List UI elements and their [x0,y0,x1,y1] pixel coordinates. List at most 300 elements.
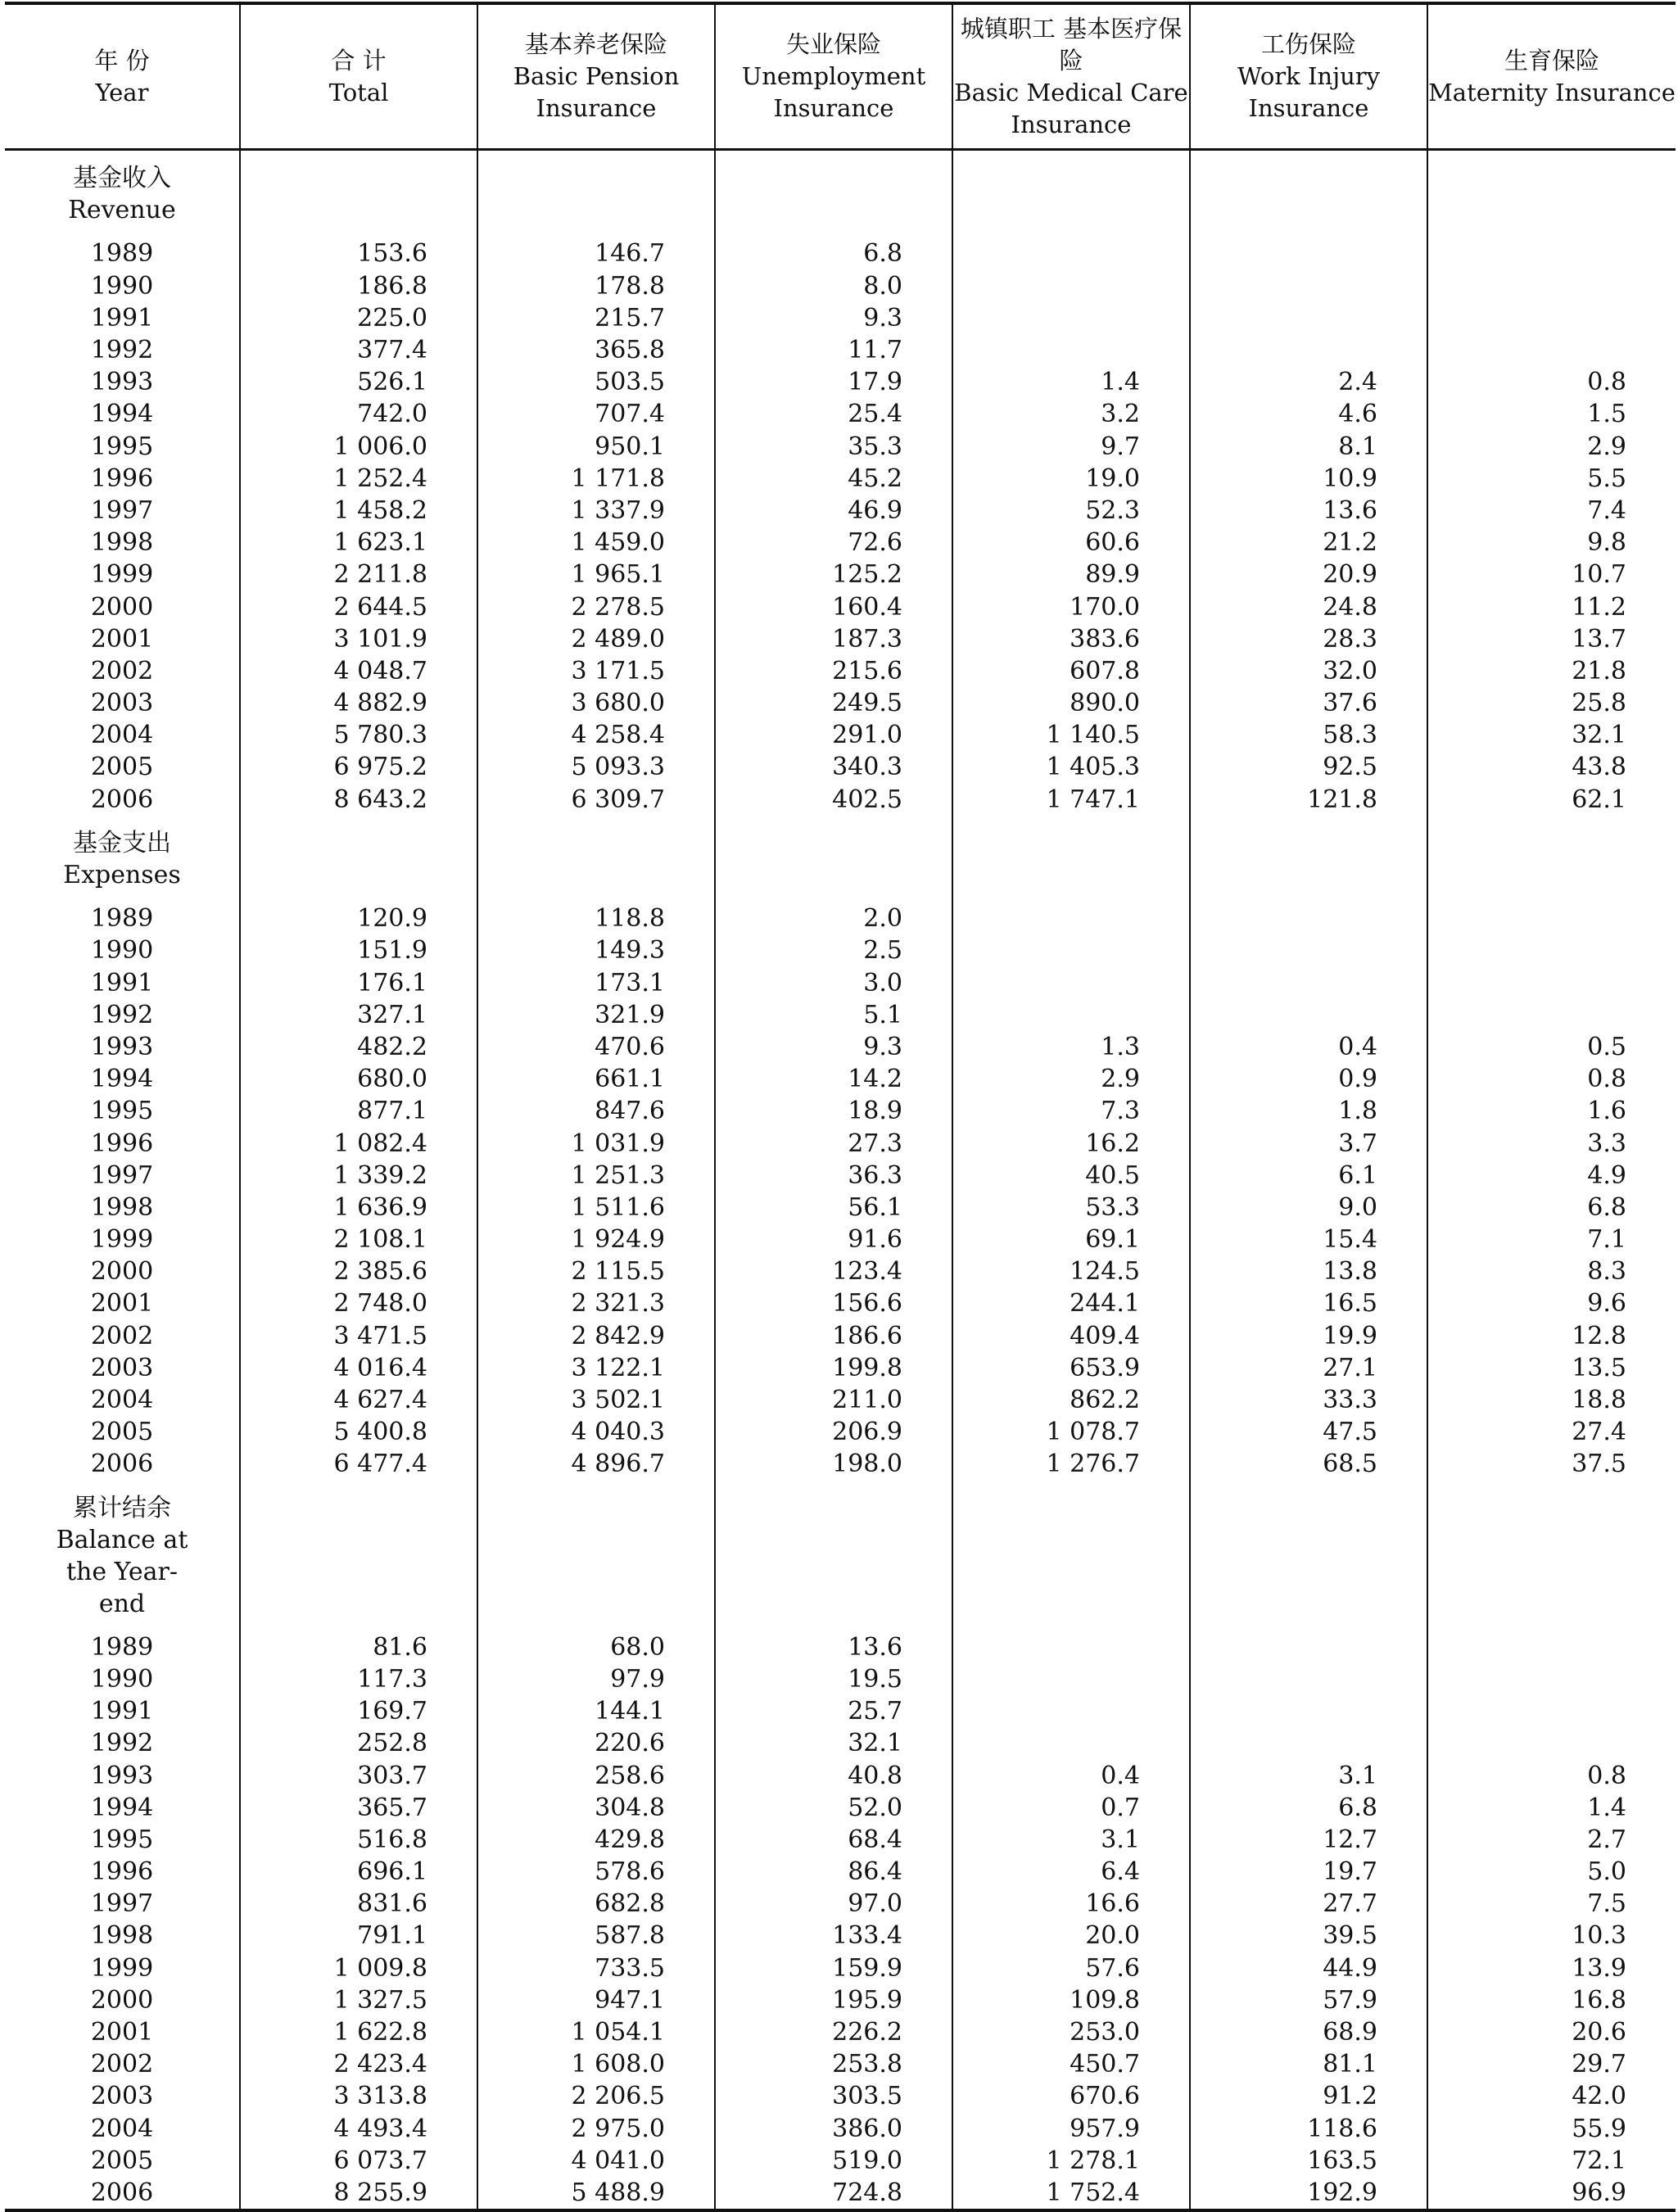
section-revenue-title-row [5,162,1676,194]
empty-cell [240,1524,477,1620]
basic-medical-cell: 1.3 [952,1031,1190,1063]
total-cell: 1 252.4 [240,463,477,495]
maternity-cell: 10.7 [1427,559,1676,590]
maternity-cell: 2.9 [1427,431,1676,463]
empty-cell [477,827,715,859]
maternity-cell: 96.9 [1427,2177,1676,2210]
table-row [5,719,1676,751]
spacer-cell [240,150,477,163]
total-cell: 1 006.0 [240,431,477,463]
basic-medical-cell: 607.8 [952,655,1190,687]
maternity-cell [1427,1663,1676,1695]
basic-pension-cell: 173.1 [477,967,715,999]
work-injury-cell: 12.7 [1190,1824,1427,1856]
total-cell: 1 009.8 [240,1952,477,1984]
year-cell: 1990 [90,1664,154,1694]
spacer-cell [477,816,715,827]
work-injury-cell: 24.8 [1190,590,1427,622]
table-row [5,1287,1676,1319]
work-injury-cell: 121.8 [1190,784,1427,816]
basic-medical-cell: 16.2 [952,1127,1190,1159]
basic-medical-cell: 957.9 [952,2113,1190,2145]
basic-medical-cell: 383.6 [952,623,1190,655]
total-cell: 1 622.8 [240,2016,477,2048]
work-injury-cell: 8.1 [1190,431,1427,463]
spacer-cell [240,1620,477,1631]
year-cell: 1994 [90,1793,154,1822]
section-expenses-en: Expenses [63,861,181,890]
work-injury-cell [1190,999,1427,1031]
year-cell: 1993 [90,368,154,397]
table-row [5,934,1676,966]
table-row [5,1416,1676,1448]
empty-cell [1427,194,1676,226]
work-injury-cell: 192.9 [1190,2177,1427,2210]
year-cell: 1998 [90,528,154,558]
year-cell: 2006 [90,1450,154,1479]
basic-pension-cell: 503.5 [477,366,715,398]
empty-cell [1190,859,1427,891]
table-header [5,3,1676,150]
table-row [5,1320,1676,1352]
year-cell: 2000 [90,1985,154,2015]
table-row [5,1031,1676,1063]
maternity-cell: 0.5 [1427,1031,1676,1063]
unemployment-cell: 5.1 [715,999,952,1031]
table-row [5,270,1676,302]
basic-pension-cell: 304.8 [477,1792,715,1824]
spacer-row [5,816,1676,827]
basic-medical-cell: 57.6 [952,1952,1190,1984]
unemployment-cell: 159.9 [715,1952,952,1984]
total-cell: 81.6 [240,1631,477,1663]
work-injury-cell: 20.9 [1190,559,1427,590]
total-cell: 117.3 [240,1663,477,1695]
work-injury-cell: 32.0 [1190,655,1427,687]
year-cell: 1998 [90,1192,154,1222]
header-basic-pension [477,3,715,150]
header-unemployment [715,3,952,150]
work-injury-cell: 3.7 [1190,1127,1427,1159]
maternity-cell: 55.9 [1427,2113,1676,2145]
unemployment-cell: 206.9 [715,1416,952,1448]
maternity-cell: 1.4 [1427,1792,1676,1824]
unemployment-cell: 25.7 [715,1695,952,1727]
basic-pension-cell: 429.8 [477,1824,715,1856]
year-cell: 2006 [90,785,154,814]
unemployment-cell: 27.3 [715,1127,952,1159]
basic-medical-cell [952,967,1190,999]
basic-medical-cell: 2.9 [952,1063,1190,1095]
unemployment-cell: 133.4 [715,1920,952,1952]
work-injury-cell: 33.3 [1190,1384,1427,1416]
empty-cell [715,827,952,859]
work-injury-cell: 58.3 [1190,719,1427,751]
year-cell: 2004 [90,721,154,750]
spacer-cell [5,150,240,163]
basic-pension-cell: 4 040.3 [477,1416,715,1448]
basic-pension-cell: 2 321.3 [477,1287,715,1319]
spacer-cell [240,226,477,237]
year-cell: 2003 [90,689,154,718]
work-injury-cell: 0.9 [1190,1063,1427,1095]
basic-medical-cell [952,334,1190,366]
table-row [5,463,1676,495]
basic-medical-cell: 1.4 [952,366,1190,398]
empty-cell [240,162,477,194]
total-cell: 1 458.2 [240,495,477,527]
work-injury-cell [1190,302,1427,334]
table-row [5,527,1676,559]
maternity-cell: 13.7 [1427,623,1676,655]
maternity-cell: 8.3 [1427,1255,1676,1287]
unemployment-cell: 187.3 [715,623,952,655]
spacer-cell [5,1481,240,1492]
table-row [5,1192,1676,1224]
basic-pension-cell: 220.6 [477,1727,715,1759]
table-row [5,2048,1676,2080]
year-cell: 1996 [90,464,154,493]
spacer-cell [715,816,952,827]
empty-cell [477,194,715,226]
table-row [5,431,1676,463]
total-cell: 1 636.9 [240,1192,477,1224]
table-row [5,2016,1676,2048]
table-body [5,150,1676,2211]
empty-cell [240,1492,477,1524]
work-injury-cell: 92.5 [1190,751,1427,783]
spacer-cell [1427,226,1676,237]
table-row [5,1384,1676,1416]
basic-medical-cell: 19.0 [952,463,1190,495]
basic-pension-cell: 1 031.9 [477,1127,715,1159]
unemployment-cell: 2.5 [715,934,952,966]
basic-pension-cell: 215.7 [477,302,715,334]
maternity-cell: 20.6 [1427,2016,1676,2048]
basic-medical-cell [952,270,1190,302]
maternity-cell: 13.9 [1427,1952,1676,1984]
basic-pension-cell: 4 041.0 [477,2145,715,2177]
maternity-cell: 1.5 [1427,398,1676,430]
unemployment-cell: 211.0 [715,1384,952,1416]
unemployment-cell: 17.9 [715,366,952,398]
year-cell: 2003 [90,1353,154,1382]
table-row [5,1792,1676,1824]
total-cell: 3 471.5 [240,1320,477,1352]
unemployment-cell: 8.0 [715,270,952,302]
basic-medical-cell: 3.2 [952,398,1190,430]
header-year-en: Year [95,78,149,106]
table-row [5,1631,1676,1663]
maternity-cell: 9.6 [1427,1287,1676,1319]
basic-pension-cell: 146.7 [477,237,715,269]
table-row [5,1824,1676,1856]
basic-pension-cell: 578.6 [477,1856,715,1888]
basic-pension-cell: 2 115.5 [477,1255,715,1287]
table-row [5,687,1676,719]
table-row [5,1448,1676,1480]
basic-pension-cell: 2 206.5 [477,2080,715,2112]
work-injury-cell [1190,902,1427,934]
total-cell: 516.8 [240,1824,477,1856]
empty-cell [715,1524,952,1620]
unemployment-cell: 68.4 [715,1824,952,1856]
maternity-cell: 2.7 [1427,1824,1676,1856]
section-balance-en: Balance at the Year-end [56,1525,188,1618]
basic-medical-cell: 862.2 [952,1384,1190,1416]
basic-pension-cell: 1 054.1 [477,2016,715,2048]
spacer-cell [1190,1481,1427,1492]
empty-cell [240,827,477,859]
spacer-cell [477,891,715,902]
work-injury-cell: 163.5 [1190,2145,1427,2177]
unemployment-cell: 2.0 [715,902,952,934]
section-expenses-title-row [5,827,1676,859]
total-cell: 377.4 [240,334,477,366]
basic-medical-cell: 1 752.4 [952,2177,1190,2210]
header-maternity-en: Maternity Insurance [1428,78,1676,106]
year-cell: 2003 [90,2082,154,2111]
total-cell: 2 423.4 [240,2048,477,2080]
work-injury-cell: 9.0 [1190,1192,1427,1224]
basic-pension-cell: 587.8 [477,1920,715,1952]
basic-medical-cell: 16.6 [952,1888,1190,1920]
header-basic-medical-zh: 城镇职工 基本医疗保险 [960,14,1183,75]
total-cell: 791.1 [240,1920,477,1952]
maternity-cell: 6.8 [1427,1192,1676,1224]
work-injury-cell: 21.2 [1190,527,1427,559]
spacer-cell [715,1481,952,1492]
total-cell: 1 327.5 [240,1984,477,2016]
table-row [5,1727,1676,1759]
table-row [5,2145,1676,2177]
maternity-cell [1427,1727,1676,1759]
table-row [5,1352,1676,1384]
table-row [5,1856,1676,1888]
year-cell: 1999 [90,1225,154,1255]
table-row [5,967,1676,999]
work-injury-cell [1190,967,1427,999]
work-injury-cell [1190,934,1427,966]
table-row [5,751,1676,783]
spacer-cell [1427,1481,1676,1492]
spacer-row [5,1481,1676,1492]
work-injury-cell: 19.7 [1190,1856,1427,1888]
total-cell: 151.9 [240,934,477,966]
header-basic-pension-en: Basic Pension Insurance [513,62,680,122]
maternity-cell: 0.8 [1427,1063,1676,1095]
unemployment-cell: 340.3 [715,751,952,783]
year-cell: 2001 [90,2018,154,2047]
spacer-cell [477,1481,715,1492]
table-row [5,334,1676,366]
header-basic-medical-en: Basic Medical Care Insurance [954,78,1188,138]
basic-medical-cell: 653.9 [952,1352,1190,1384]
maternity-cell: 62.1 [1427,784,1676,816]
basic-medical-cell: 1 405.3 [952,751,1190,783]
basic-pension-cell: 1 171.8 [477,463,715,495]
table-row [5,1695,1676,1727]
maternity-cell [1427,1695,1676,1727]
table-row [5,1984,1676,2016]
total-cell: 2 211.8 [240,559,477,590]
basic-medical-cell [952,934,1190,966]
maternity-cell: 25.8 [1427,687,1676,719]
basic-pension-cell: 258.6 [477,1759,715,1791]
spacer-cell [1190,816,1427,827]
basic-pension-cell: 1 459.0 [477,527,715,559]
work-injury-cell: 19.9 [1190,1320,1427,1352]
empty-cell [952,1492,1190,1524]
empty-cell [477,1524,715,1620]
unemployment-cell: 11.7 [715,334,952,366]
basic-pension-cell: 2 278.5 [477,590,715,622]
year-cell: 1993 [90,1761,154,1790]
empty-cell [952,827,1190,859]
work-injury-cell: 0.4 [1190,1031,1427,1063]
empty-cell [1427,827,1676,859]
total-cell: 4 882.9 [240,687,477,719]
work-injury-cell: 1.8 [1190,1095,1427,1127]
basic-medical-cell: 89.9 [952,559,1190,590]
basic-pension-cell: 6 309.7 [477,784,715,816]
maternity-cell: 18.8 [1427,1384,1676,1416]
table-row [5,1255,1676,1287]
work-injury-cell [1190,334,1427,366]
basic-medical-cell: 7.3 [952,1095,1190,1127]
empty-cell [715,194,952,226]
year-cell: 2004 [90,2114,154,2143]
spacer-cell [477,150,715,163]
basic-pension-cell: 947.1 [477,1984,715,2016]
work-injury-cell [1190,1663,1427,1695]
basic-pension-cell: 1 337.9 [477,495,715,527]
header-unemployment-zh: 失业保险 [785,30,881,58]
table-row [5,2080,1676,2112]
header-maternity [1427,3,1676,150]
table-row [5,784,1676,816]
basic-medical-cell: 1 078.7 [952,1416,1190,1448]
total-cell: 696.1 [240,1856,477,1888]
total-cell: 2 385.6 [240,1255,477,1287]
maternity-cell [1427,237,1676,269]
section-balance-title-row [5,1492,1676,1524]
table-row [5,1224,1676,1255]
basic-pension-cell: 3 122.1 [477,1352,715,1384]
basic-pension-cell: 321.9 [477,999,715,1031]
maternity-cell [1427,967,1676,999]
section-balance-title-en-row [5,1524,1676,1620]
spacer-row [5,226,1676,237]
maternity-cell [1427,270,1676,302]
work-injury-cell: 47.5 [1190,1416,1427,1448]
maternity-cell [1427,902,1676,934]
basic-medical-cell [952,1663,1190,1695]
basic-pension-cell: 2 489.0 [477,623,715,655]
unemployment-cell: 123.4 [715,1255,952,1287]
maternity-cell: 0.8 [1427,366,1676,398]
unemployment-cell: 226.2 [715,2016,952,2048]
table-row [5,655,1676,687]
year-cell: 2000 [90,592,154,622]
work-injury-cell [1190,1727,1427,1759]
spacer-cell [5,816,240,827]
basic-medical-cell: 890.0 [952,687,1190,719]
basic-pension-cell: 733.5 [477,1952,715,1984]
work-injury-cell: 28.3 [1190,623,1427,655]
year-cell: 1989 [90,239,154,269]
total-cell: 6 975.2 [240,751,477,783]
maternity-cell: 11.2 [1427,590,1676,622]
work-injury-cell [1190,1695,1427,1727]
basic-pension-cell: 707.4 [477,398,715,430]
basic-medical-cell [952,999,1190,1031]
header-year-zh: 年 份 [94,46,150,75]
year-cell: 1995 [90,1825,154,1854]
total-cell: 6 073.7 [240,2145,477,2177]
empty-cell [952,1524,1190,1620]
maternity-cell [1427,302,1676,334]
basic-medical-cell: 52.3 [952,495,1190,527]
basic-medical-cell: 450.7 [952,2048,1190,2080]
basic-medical-cell: 1 278.1 [952,2145,1190,2177]
unemployment-cell: 249.5 [715,687,952,719]
empty-cell [1190,162,1427,194]
year-cell: 1999 [90,1953,154,1983]
table-row [5,2113,1676,2145]
basic-pension-cell: 365.8 [477,334,715,366]
work-injury-cell: 118.6 [1190,2113,1427,2145]
basic-pension-cell: 470.6 [477,1031,715,1063]
spacer-cell [1427,1620,1676,1631]
total-cell: 3 101.9 [240,623,477,655]
total-cell: 186.8 [240,270,477,302]
spacer-cell [715,1620,952,1631]
unemployment-cell: 125.2 [715,559,952,590]
spacer-cell [715,226,952,237]
spacer-cell [1190,891,1427,902]
table-row [5,1663,1676,1695]
year-cell: 2001 [90,1289,154,1319]
spacer-cell [952,1620,1190,1631]
spacer-row [5,891,1676,902]
spacer-cell [240,816,477,827]
unemployment-cell: 519.0 [715,2145,952,2177]
basic-medical-cell: 1 276.7 [952,1448,1190,1480]
maternity-cell [1427,334,1676,366]
year-cell: 2002 [90,2050,154,2079]
year-cell: 1990 [90,936,154,966]
section-revenue-en: Revenue [68,196,176,225]
maternity-cell: 16.8 [1427,1984,1676,2016]
empty-cell [715,859,952,891]
unemployment-cell: 215.6 [715,655,952,687]
basic-pension-cell: 950.1 [477,431,715,463]
total-cell: 225.0 [240,302,477,334]
year-cell: 1997 [90,1160,154,1190]
table-row [5,237,1676,269]
basic-pension-cell: 4 896.7 [477,1448,715,1480]
table-row [5,1127,1676,1159]
basic-pension-cell: 1 608.0 [477,2048,715,2080]
section-expenses-zh: 基金支出 [73,828,171,857]
total-cell: 680.0 [240,1063,477,1095]
section-revenue-zh: 基金收入 [73,164,171,193]
unemployment-cell: 291.0 [715,719,952,751]
basic-pension-cell: 1 965.1 [477,559,715,590]
basic-pension-cell: 2 975.0 [477,2113,715,2145]
basic-pension-cell: 5 093.3 [477,751,715,783]
